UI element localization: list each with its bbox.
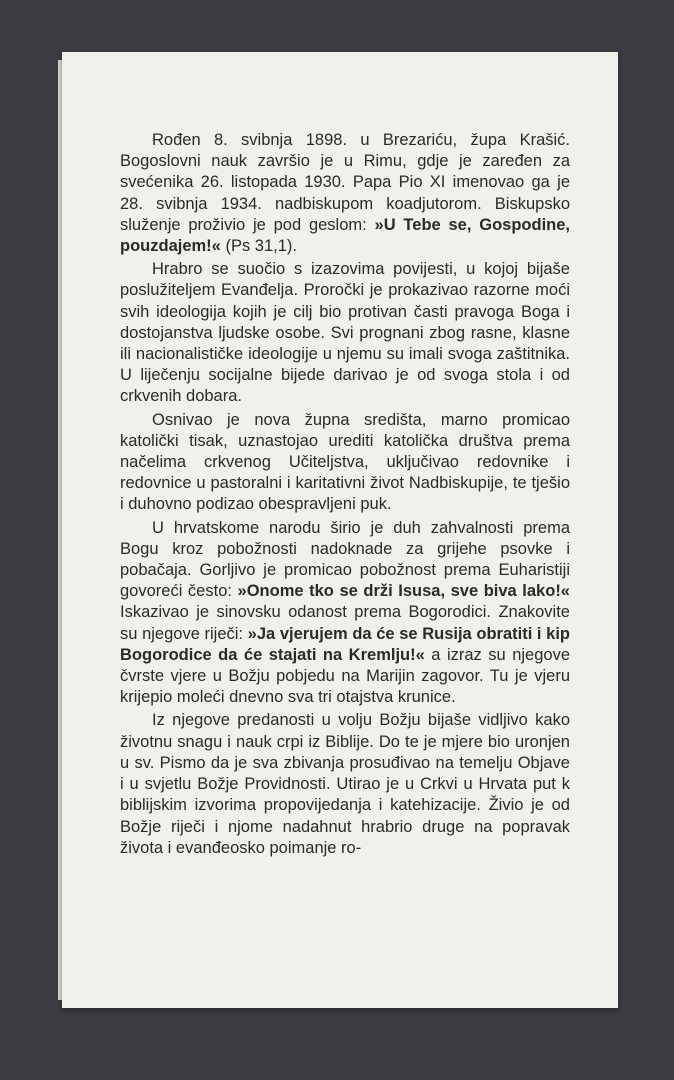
motto-quote: »U Tebe se, Gospodine, pouzdajem!« [120, 215, 570, 256]
show-through-text [215, 935, 475, 975]
document-text [120, 130, 570, 861]
paragraph-4 [120, 518, 570, 709]
paragraph-3: Osnivao je nova župna središta, marno promicao katolički tisak, uznastojao urediti katolička društva prema načelima crkvenog Učiteljstva, uključivao redovnike i redovnice u pastoralni i karitativni život Nadbiskupije, te tješio i duhovno podizao obespravljeni puk. [120, 410, 570, 514]
russia-quote: »Ja vjerujem da će se Rusija obratiti i kip Bogorodice da će stajati na Kremlju!« [120, 624, 570, 664]
paragraph-5: Iz njegove predanosti u volju Božju bijaše vidljivo kako životnu snagu i nauk crpi iz Biblije. Do te je mjere bio uronjen u sv. Pismo da je sva zbivanja prosuđivao na temelju Objave i u svjetlu Božje Providnosti. Utirao je u Crkvi u Hrvata put k biblijskim izvorima propovijedanja i katehizacije. Živio je od Božje riječi i njome nadahnut hrabrio druge na popravak života i evanđeosko poimanje ro- [120, 711, 570, 857]
paragraph-1-text: Rođen 8. svibnja 1898. u Brezariću, župa Krašić. Bogoslovni nauk završio je u Rimu, gdje je zaređen za svećenika 26. listopada 1930. Papa Pio XI imenovao ga je 28. svibnja 1934. nadbiskupom koadjutorom. Biskupsko služenje proživio je pod geslom: [120, 131, 570, 234]
paragraph-4-text-c: a izraz su njegove čvrste vjere u Božju pobjedu na Marijin zagovor. Tu je vjeru krijepio moleći dnevno sva tri otajstva krunice. [120, 645, 571, 707]
paragraph-4-text-a: U hrvatskome narodu širio je duh zahvalnosti prema Bogu kroz pobožnosti nadoknade za grijehe psovke i pobačaja. Gorljivo je promicao pobožnost prema Euharistiji govoreći često: [120, 518, 570, 601]
paragraph-2: Hrabro se suočio s izazovima povijesti, u kojoj bijaše poslužiteljem Evanđelja. Proročki je prokazivao razorne moći svih ideologija kojih je cilj bio protivan časti pravoga Boga i dostojanstva ljudske osobe. Svi prognani zbog rasne, klasne ili nacionalističke ideologije u njemu su imali svoga zaštitnika. U liječenju socijalne bijede darivao je od svoga stola i od crkvenih dobara. [120, 260, 570, 406]
psalm-reference: (Ps 31,1). [220, 237, 297, 256]
paragraph-1 [120, 130, 570, 257]
paragraph-4-text-b: Iskazivao je sinovsku odanost prema Bogorodici. Znakovite su njegove riječi: [120, 603, 570, 643]
eucharist-quote: »Onome tko se drži Isusa, sve biva lako!« [237, 582, 570, 601]
